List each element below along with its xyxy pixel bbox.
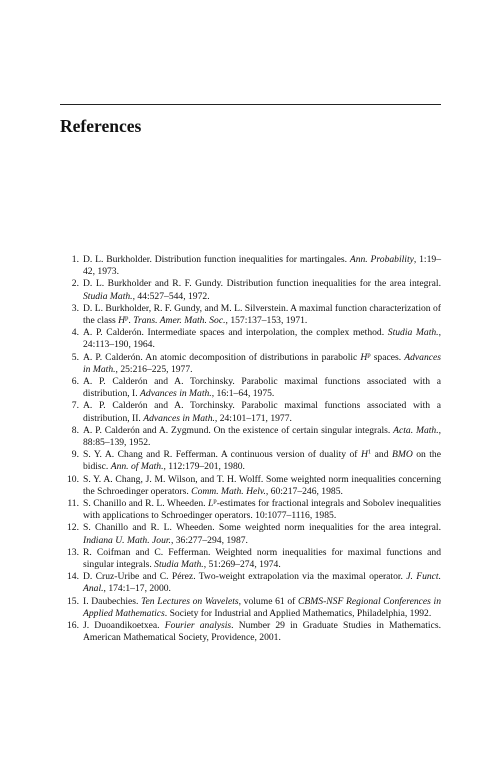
reference-item: [60, 571, 441, 595]
reference-item: [60, 400, 441, 424]
reference-item: [60, 522, 441, 546]
reference-number: 11.: [67, 498, 79, 510]
reference-italic-run: Advances in Math.: [83, 351, 441, 375]
reference-text: [79, 376, 441, 400]
reference-item: [60, 254, 441, 278]
reference-italic-run: Studia Math.: [154, 559, 204, 571]
reference-text-run: S. Y. A. Chang, J. M. Wilson, and T. H. Wolff. Some weighted norm inequalities concerning the Schroedinger operators.: [83, 473, 441, 497]
reference-italic-run: Ann. of Math.: [110, 461, 164, 473]
reference-text: [79, 498, 441, 522]
reference-italic-run: Advances in Math.: [143, 412, 215, 424]
reference-italic-run: Acta. Math.: [393, 424, 439, 436]
reference-superscript: 1: [367, 448, 372, 456]
reference-text-run: on the bidisc.: [83, 449, 441, 473]
reference-text: [79, 547, 441, 571]
reference-item: [60, 352, 441, 376]
reference-italic-run: J. Funct. Anal.: [83, 571, 441, 595]
reference-item: [60, 449, 441, 473]
reference-text-run: A. P. Calderón. Intermediate spaces and interpolation, the complex method.: [83, 327, 388, 339]
reference-item: [60, 547, 441, 571]
reference-italic-run: Trans. Amer. Math. Soc.: [133, 315, 226, 327]
reference-italic-run: H: [360, 351, 368, 363]
reference-number: 15.: [67, 595, 79, 607]
reference-text-run: . Number 29 in Graduate Studies in Mathematics. American Mathematical Society, Providence, 2001.: [83, 620, 441, 644]
reference-text-run: -estimates for fractional integrals and Sobolev inequalities with applications to Schroedinger operators. 10:1077–1116, 1985.: [83, 498, 441, 522]
reference-item: [60, 278, 441, 302]
reference-number: 10.: [67, 473, 79, 485]
reference-item: [60, 327, 441, 351]
reference-text: [79, 278, 441, 302]
reference-text: [79, 522, 441, 546]
reference-text: [79, 571, 441, 595]
reference-superscript: p: [125, 314, 129, 322]
reference-text-run: , 157:137–153, 1971.: [225, 315, 308, 327]
reference-text: [79, 425, 441, 449]
reference-text-run: , 36:277–294, 1987.: [170, 534, 248, 546]
reference-italic-run: CBMS-NSF Regional Conferences in Applied Mathematics: [83, 595, 441, 619]
reference-italic-run: H: [360, 449, 368, 461]
reference-text-run: R. Coifman and C. Fefferman. Weighted norm inequalities for maximal functions and singular integrals.: [83, 546, 441, 571]
reference-number: 7.: [71, 400, 79, 412]
reference-italic-run: L: [208, 498, 214, 510]
reference-text-run: , 24:113–190, 1964.: [83, 327, 441, 351]
reference-item: [60, 498, 441, 522]
reference-item: [60, 620, 441, 644]
reference-text-run: , 112:179–201, 1980.: [163, 461, 245, 473]
reference-text: [79, 400, 441, 424]
reference-superscript: p: [213, 497, 217, 505]
reference-text-run: . Society for Industrial and Applied Mathematics, Philadelphia, 1992.: [164, 607, 432, 619]
reference-number: 13.: [67, 546, 79, 558]
reference-text-run: , 60:217–246, 1985.: [265, 485, 343, 497]
reference-text-run: , 174:1–17, 2000.: [103, 583, 171, 595]
reference-number: 16.: [67, 620, 79, 632]
reference-text-run: A. P. Calderón and A. Torchinsky. Parabolic maximal functions associated with a distribution, I.: [83, 376, 441, 400]
reference-text-run: spaces.: [370, 351, 405, 363]
reference-text-run: D. L. Burkholder and R. F. Gundy. Distribution function inequalities for the area integral.: [83, 278, 441, 290]
reference-text-run: A. P. Calderón and A. Zygmund. On the existence of certain singular integrals.: [83, 424, 394, 436]
reference-text-run: .: [128, 315, 134, 327]
reference-item: [60, 376, 441, 400]
reference-number: 3.: [71, 302, 79, 314]
reference-italic-run: Indiana U. Math. Jour.: [83, 534, 171, 546]
reference-number: 1.: [71, 254, 79, 265]
reference-text-run: S. Chanillo and R. L. Wheeden. Some weighted norm inequalities for the area integral.: [83, 522, 441, 534]
reference-text-run: , 44:527–544, 1972.: [132, 290, 210, 302]
reference-text-run: , 25:216–225, 1977.: [115, 363, 193, 375]
reference-item: [60, 596, 441, 620]
reference-number: 9.: [71, 449, 79, 461]
reference-text-run: and: [371, 449, 392, 461]
reference-text-run: , 51:269–274, 1974.: [203, 559, 281, 571]
reference-number: 12.: [67, 522, 79, 534]
reference-text: [79, 303, 441, 327]
reference-italic-run: H: [118, 315, 126, 327]
reference-italic-run: Comm. Math. Helv.: [191, 485, 266, 497]
reference-item: [60, 474, 441, 498]
reference-italic-run: Studia Math.: [387, 327, 439, 339]
reference-italic-run: Ten Lectures on Wavelets: [141, 595, 239, 607]
reference-number: 8.: [71, 424, 79, 436]
reference-italic-run: Advances in Math.: [140, 388, 212, 400]
reference-text: [79, 327, 441, 351]
reference-text-run: , 16:1–64, 1975.: [211, 388, 275, 400]
reference-text: [79, 254, 441, 278]
reference-text-run: , 1:19–42, 1973.: [83, 254, 441, 278]
reference-number: 6.: [71, 376, 79, 388]
reference-text: [79, 449, 441, 473]
reference-italic-run: BMO: [391, 449, 413, 461]
reference-text-run: A. P. Calderón. An atomic decomposition of distributions in parabolic: [83, 351, 361, 363]
reference-text-run: J. Duoandikoetxea.: [83, 620, 165, 632]
reference-text-run: D. L. Burkholder. Distribution function inequalities for martingales.: [83, 254, 350, 265]
reference-text-run: D. L. Burkholder, R. F. Gundy, and M. L. Silverstein. A maximal function characterization of the class: [83, 302, 441, 327]
reference-text: [79, 620, 441, 644]
reference-text-run: D. Cruz-Uribe and C. Pérez. Two-weight extrapolation via the maximal operator.: [83, 571, 407, 583]
reference-text-run: I. Daubechies.: [83, 595, 142, 607]
reference-text-run: , 88:85–139, 1952.: [83, 424, 442, 449]
reference-superscript: p: [367, 351, 371, 359]
reference-number: 14.: [67, 571, 79, 583]
reference-text-run: , 24:101–171, 1977.: [214, 412, 292, 424]
reference-text-run: A. P. Calderón and A. Torchinsky. Parabolic maximal functions associated with a distribution, II.: [83, 400, 441, 424]
reference-italic-run: Ann. Probability: [349, 254, 414, 265]
reference-italic-run: Studia Math.: [83, 290, 133, 302]
section-heading: References: [60, 116, 142, 136]
reference-number: 2.: [71, 278, 79, 290]
header-rule: [60, 104, 441, 105]
reference-text: [79, 474, 441, 498]
reference-number: 5.: [71, 351, 79, 363]
reference-number: 4.: [71, 327, 79, 339]
reference-list: [60, 254, 441, 645]
reference-text: [79, 352, 441, 376]
reference-text-run: S. Chanillo and R. L. Wheeden.: [83, 498, 209, 510]
reference-italic-run: Fourier analysis: [164, 620, 232, 632]
reference-text-run: S. Y. A. Chang and R. Fefferman. A continuous version of duality of: [83, 449, 361, 461]
reference-item: [60, 303, 441, 327]
reference-text-run: , volume 61 of: [238, 595, 299, 607]
reference-item: [60, 425, 441, 449]
reference-text: [79, 596, 441, 620]
